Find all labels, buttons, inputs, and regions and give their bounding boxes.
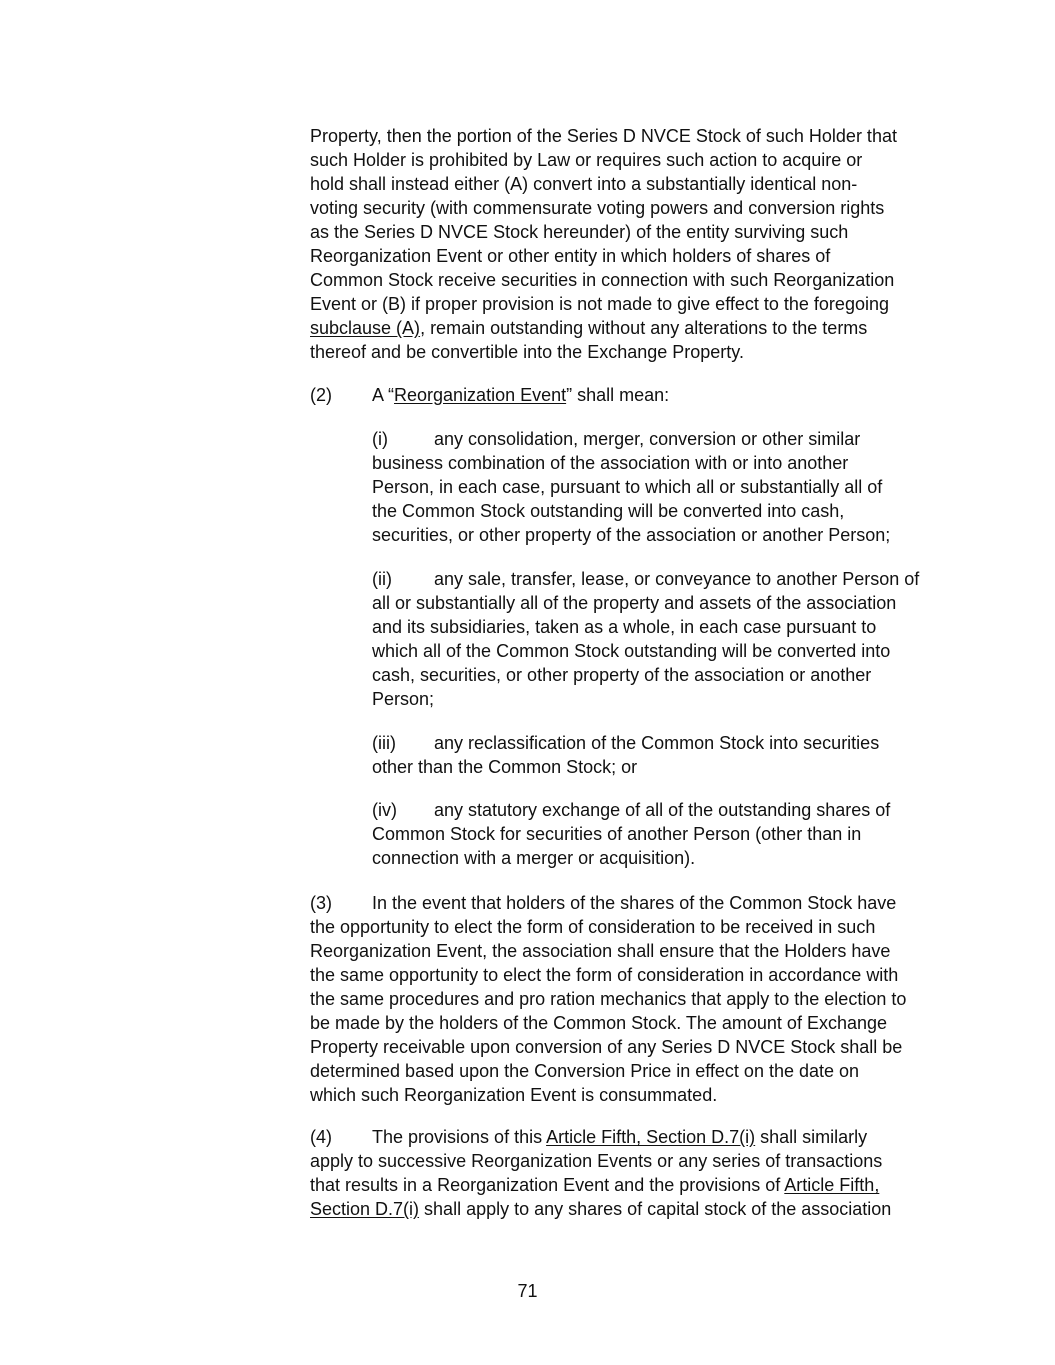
section-reference: Article Fifth, Section D.7(i) <box>546 1127 756 1147</box>
text-line: Property receivable upon conversion of any Series D NVCE Stock shall be <box>310 1037 903 1057</box>
text-span: any reclassification of the Common Stock into securities <box>434 733 880 753</box>
text-line <box>372 798 942 822</box>
text-line: thereof and be convertible into the Exchange Property. <box>310 342 744 362</box>
text-line: such Holder is prohibited by Law or requires such action to acquire or <box>310 150 863 170</box>
text-span: A “ <box>372 385 395 405</box>
text-line: as the Series D NVCE Stock hereunder) of the entity surviving such <box>310 222 849 242</box>
paragraph-number: (3) <box>310 893 332 913</box>
text-span: that results in a Reorganization Event and the provisions of <box>310 1175 785 1195</box>
defined-term: Reorganization Event <box>394 385 567 405</box>
clause-label: (i) <box>372 429 388 449</box>
text-line <box>310 316 940 340</box>
text-line: hold shall instead either (A) convert into a substantially identical non- <box>310 174 858 194</box>
paragraph-continuation <box>310 124 940 364</box>
clause-i <box>372 427 942 547</box>
text-line: Person; <box>372 689 435 709</box>
text-line: the Common Stock outstanding will be converted into cash, <box>372 501 845 521</box>
clause-label: (ii) <box>372 569 392 589</box>
text-line <box>310 1173 940 1197</box>
clause-label: (iv) <box>372 800 397 820</box>
clause-label: (iii) <box>372 733 396 753</box>
text-line: securities, or other property of the association or another Person; <box>372 525 891 545</box>
text-line <box>372 731 942 755</box>
text-line: other than the Common Stock; or <box>372 757 638 777</box>
text-span: any statutory exchange of all of the outstanding shares of <box>434 800 891 820</box>
text-span: ” shall mean: <box>566 385 670 405</box>
paragraph-4 <box>310 1125 940 1221</box>
text-line <box>372 567 942 591</box>
text-line <box>310 891 940 915</box>
paragraph-number: (4) <box>310 1127 332 1147</box>
text-line <box>310 383 940 407</box>
text-line: and its subsidiaries, taken as a whole, in each case pursuant to <box>372 617 877 637</box>
text-line: be made by the holders of the Common Stock. The amount of Exchange <box>310 1013 888 1033</box>
text-line: Event or (B) if proper provision is not made to give effect to the foregoing <box>310 294 889 314</box>
section-reference: Article Fifth, <box>784 1175 880 1195</box>
text-line <box>372 427 942 451</box>
text-line <box>310 1125 940 1149</box>
text-span: In the event that holders of the shares of the Common Stock have <box>372 893 897 913</box>
page-number: 71 <box>517 1281 538 1301</box>
clause-iv <box>372 798 942 870</box>
text-line: the same opportunity to elect the form of consideration in accordance with <box>310 965 899 985</box>
text-line: determined based upon the Conversion Price in effect on the date on <box>310 1061 860 1081</box>
text-line: business combination of the association with or into another <box>372 453 849 473</box>
paragraph-3 <box>310 891 940 1107</box>
text-span: shall apply to any shares of capital stock of the association <box>419 1199 892 1219</box>
text-line <box>310 1197 940 1221</box>
paragraph-number: (2) <box>310 385 332 405</box>
text-line: which such Reorganization Event is consummated. <box>310 1085 718 1105</box>
text-line: apply to successive Reorganization Events or any series of transactions <box>310 1151 883 1171</box>
text-span: shall similarly <box>755 1127 868 1147</box>
text-line: connection with a merger or acquisition). <box>372 848 696 868</box>
clause-iii <box>372 731 942 779</box>
text-line: Reorganization Event or other entity in which holders of shares of <box>310 246 831 266</box>
text-span: The provisions of this <box>372 1127 547 1147</box>
text-line: all or substantially all of the property and assets of the association <box>372 593 897 613</box>
text-line: the same procedures and pro ration mechanics that apply to the election to <box>310 989 907 1009</box>
text-line: Reorganization Event, the association shall ensure that the Holders have <box>310 941 891 961</box>
text-line: the opportunity to elect the form of consideration to be received in such <box>310 917 876 937</box>
text-line: Person, in each case, pursuant to which all or substantially all of <box>372 477 883 497</box>
text-line: Property, then the portion of the Series D NVCE Stock of such Holder that <box>310 126 897 146</box>
paragraph-2 <box>310 383 940 407</box>
text-line: Common Stock for securities of another Person (other than in <box>372 824 862 844</box>
text-span: , remain outstanding without any alterations to the terms <box>420 318 868 338</box>
clause-ii <box>372 567 942 711</box>
text-span: any sale, transfer, lease, or conveyance to another Person of <box>434 569 920 589</box>
text-span: any consolidation, merger, conversion or other similar <box>434 429 861 449</box>
text-line: cash, securities, or other property of the association or another <box>372 665 872 685</box>
text-line: voting security (with commensurate voting powers and conversion rights <box>310 198 885 218</box>
section-reference: Section D.7(i) <box>310 1199 420 1219</box>
text-line: which all of the Common Stock outstanding will be converted into <box>372 641 891 661</box>
subclause-reference: subclause (A) <box>310 318 421 338</box>
text-line: Common Stock receive securities in connection with such Reorganization <box>310 270 895 290</box>
